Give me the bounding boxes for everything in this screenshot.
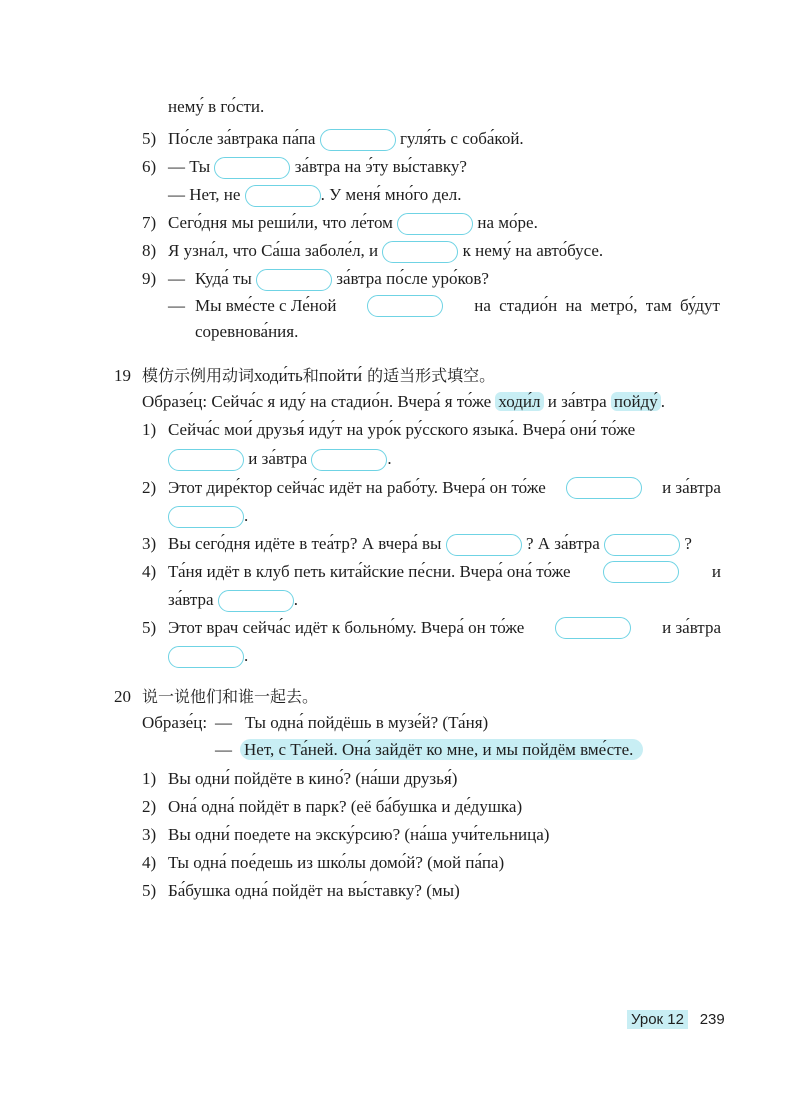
sample-question: Ты одна́ пойдёшь в музе́й? (Та́ня): [245, 713, 489, 732]
answer-blank[interactable]: [320, 129, 396, 151]
item-text: .: [244, 506, 249, 525]
answer-blank[interactable]: [555, 617, 631, 639]
item-text: Мы вме́сте с Ле́ной: [195, 296, 337, 315]
exercise-instruction: 说一说他们和谁一起去。: [142, 687, 319, 706]
exercise-item: [168, 155, 467, 179]
exercise-item: [168, 127, 524, 151]
exercise-item-answer: [168, 183, 461, 207]
exercise-item: [168, 476, 721, 500]
intro-line: нему́ в го́сти.: [168, 97, 265, 116]
item-text: и за́втра: [662, 478, 721, 497]
exercise-item: [195, 267, 489, 291]
answer-blank[interactable]: [168, 449, 244, 471]
item-text: . У меня́ мно́го дел.: [320, 185, 462, 204]
page-footer: [627, 1008, 725, 1032]
exercise-item: [168, 239, 603, 263]
item-text: Та́ня идёт в клуб петь кита́йские пе́сни. Вчера́ она́ то́же: [168, 562, 571, 581]
item-text: ? А за́втра: [525, 534, 600, 553]
exercise-item: Ба́бушка одна́ пойдёт на вы́ставку? (мы): [168, 881, 460, 900]
item-number: 1): [142, 769, 157, 788]
item-number: 3): [142, 825, 157, 844]
item-text: за́втра на э́ту вы́ставку?: [294, 157, 467, 176]
exercise-item: Вы одни́ поедете на экску́рсию? (на́ша учи́тельница): [168, 825, 550, 844]
exercise-item: Вы одни́ пойдёте в кино́? (на́ши друзья́): [168, 769, 458, 788]
answer-blank[interactable]: [311, 449, 387, 471]
item-number: 8): [142, 241, 157, 260]
exercise-item-continuation: [168, 504, 248, 528]
exercise-instruction: [142, 364, 495, 388]
item-number: 5): [142, 129, 157, 148]
item-text: Вы сего́дня идёте в теа́тр? А вчера́ вы: [168, 534, 442, 553]
item-number: 1): [142, 420, 157, 439]
answer-blank[interactable]: [214, 157, 290, 179]
item-text: гуля́ть с соба́кой.: [399, 129, 524, 148]
answer-blank[interactable]: [218, 590, 294, 612]
item-number: 5): [142, 618, 157, 637]
item-text: за́втра по́сле уро́ков?: [336, 269, 489, 288]
lesson-tag: Урок 12: [627, 1010, 688, 1029]
item-number: 4): [142, 853, 157, 872]
item-text: ?: [684, 534, 692, 553]
exercise-item: Она́ одна́ пойдёт в парк? (её ба́бушка и де́душка): [168, 797, 523, 816]
sample-answer: [240, 738, 643, 762]
sample-answer: пойду́: [611, 392, 661, 411]
item-number: 5): [142, 881, 157, 900]
sample-text: Сейча́с я иду́ на стадио́н. Вчера́ я то́же: [211, 392, 492, 411]
item-text: к нему́ на авто́бусе.: [462, 241, 604, 260]
item-text: — Нет, не: [168, 185, 241, 204]
item-number: 6): [142, 157, 157, 176]
item-number: 4): [142, 562, 157, 581]
item-text: на мо́ре.: [477, 213, 538, 232]
sample-label: Образе́ц:: [142, 392, 208, 411]
exercise-item: Сейча́с мои́ друзья́ иду́т на уро́к ру́сского языка́. Вчера́ они́ то́же: [168, 420, 636, 439]
item-text: и за́втра: [662, 618, 721, 637]
item-text: Сего́дня мы реши́ли, что ле́том: [168, 213, 393, 232]
exercise-number: 20: [114, 687, 131, 706]
answer-blank[interactable]: [367, 295, 443, 317]
exercise-item-continuation: [168, 588, 298, 612]
item-text: .: [387, 449, 392, 468]
verb-2: пойти́: [318, 366, 363, 385]
item-text: на стадио́н на метро́, там бу́дут: [474, 296, 720, 315]
item-text: Я узна́л, что Са́ша заболе́л, и: [168, 241, 379, 260]
instruction-text: 模仿示例用动词: [142, 366, 255, 385]
sample-text: .: [660, 392, 666, 411]
item-text: Куда́ ты: [195, 269, 252, 288]
item-text: Этот врач сейча́с идёт к больно́му. Вчера́ он то́же: [168, 618, 525, 637]
exercise-item: Ты одна́ пое́дешь из шко́лы домо́й? (мой па́па): [168, 853, 505, 872]
answer-blank[interactable]: [245, 185, 321, 207]
sample-label: Образе́ц:: [142, 713, 208, 732]
verb-1: ходи́ть: [254, 366, 303, 385]
answer-blank[interactable]: [168, 646, 244, 668]
sample-answer-text: Нет, с Та́ней. Она́ зайдёт ко мне, и мы пойдём вме́сте.: [240, 739, 643, 760]
dialogue-dash: —: [215, 713, 232, 732]
dialogue-dash: —: [168, 296, 185, 315]
item-text: — Ты: [168, 157, 211, 176]
exercise-item: [168, 560, 721, 584]
item-text: и: [711, 562, 721, 581]
sample-line: [142, 390, 665, 414]
answer-blank[interactable]: [397, 213, 473, 235]
exercise-item: [168, 532, 692, 556]
answer-blank[interactable]: [604, 534, 680, 556]
instruction-text: 和: [302, 366, 319, 385]
answer-blank[interactable]: [446, 534, 522, 556]
answer-blank[interactable]: [382, 241, 458, 263]
answer-blank[interactable]: [256, 269, 332, 291]
item-text: Этот дире́ктор сейча́с идёт на рабо́ту. Вчера́ он то́же: [168, 478, 546, 497]
answer-blank[interactable]: [566, 477, 642, 499]
item-number: 2): [142, 478, 157, 497]
sample-answer: ходи́л: [495, 392, 543, 411]
item-text-continuation: соревнова́ния.: [195, 322, 299, 341]
instruction-text: 的适当形式填空。: [367, 366, 496, 385]
page-number: 239: [699, 1011, 725, 1028]
item-number: 7): [142, 213, 157, 232]
item-text: .: [244, 646, 249, 665]
answer-blank[interactable]: [603, 561, 679, 583]
exercise-item: [168, 616, 721, 640]
exercise-item: [195, 294, 720, 318]
item-number: 3): [142, 534, 157, 553]
exercise-item-continuation: [168, 644, 248, 668]
dialogue-dash: —: [215, 740, 232, 759]
exercise-number: 19: [114, 366, 131, 385]
item-number: 9): [142, 269, 157, 288]
sample-text: и за́втра: [547, 392, 607, 411]
item-text: и за́втра: [248, 449, 308, 468]
answer-blank[interactable]: [168, 506, 244, 528]
exercise-item: [168, 211, 538, 235]
exercise-item-continuation: [168, 447, 392, 471]
dialogue-dash: —: [168, 269, 185, 288]
item-number: 2): [142, 797, 157, 816]
item-text: .: [293, 590, 299, 609]
item-text: за́втра: [168, 590, 214, 609]
item-text: По́сле за́втрака па́па: [168, 129, 316, 148]
